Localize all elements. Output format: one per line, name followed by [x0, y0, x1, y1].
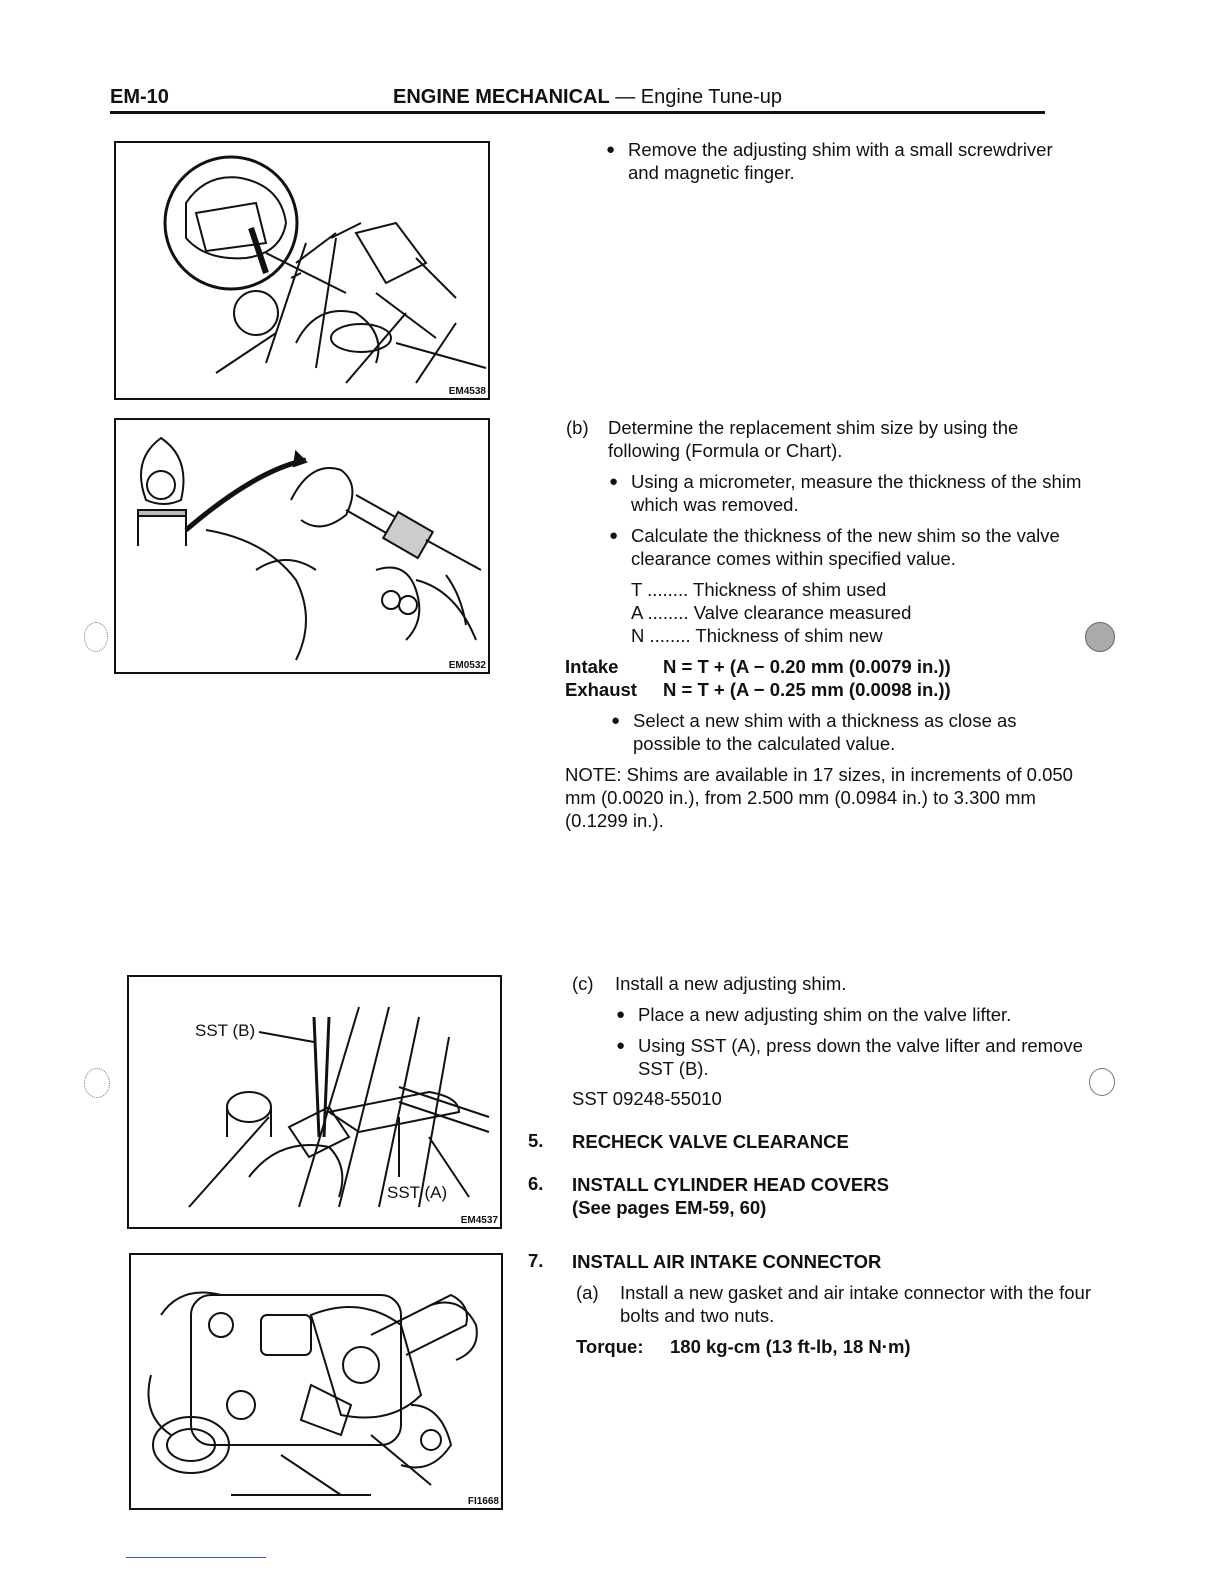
figure-code: FI1668 — [467, 1496, 499, 1507]
punch-hole-mark — [84, 1068, 110, 1098]
page-id: EM-10 — [110, 86, 169, 108]
header-rule — [110, 111, 1045, 114]
remove-shim-instruction: ● Remove the adjusting shim with a small screwdriver and magnetic finger. — [628, 138, 1080, 184]
punch-hole-mark — [1085, 622, 1115, 652]
step-7-number: 7. — [528, 1250, 544, 1271]
footer-rule — [126, 1557, 266, 1558]
header-separator: — — [615, 86, 636, 108]
intake-formula: N = T + (A − 0.20 mm (0.0079 in.)) — [663, 656, 951, 677]
step-c-marker: (c) — [572, 973, 594, 994]
intake-label: Intake — [565, 656, 619, 677]
micrometer-illustration — [116, 420, 488, 672]
exhaust-formula: N = T + (A − 0.25 mm (0.0098 in.)) — [663, 679, 951, 700]
sst-a-label: SST (A) — [387, 1183, 448, 1202]
micrometer-instruction: ● Using a micrometer, measure the thickness of the shim which was removed. — [631, 470, 1083, 516]
sst-part-number: SST 09248-55010 — [572, 1088, 722, 1109]
punch-hole-mark — [1089, 1068, 1115, 1096]
step-b-marker: (b) — [566, 417, 589, 438]
sst-press-instruction: ● Using SST (A), press down the valve lifter and remove SST (B). — [638, 1034, 1090, 1080]
step-7a-marker: (a) — [576, 1282, 599, 1303]
figure-sst — [127, 975, 502, 1229]
figure-code: EM0532 — [448, 660, 486, 671]
step-6-title: INSTALL CYLINDER HEAD COVERS — [572, 1174, 889, 1195]
figure-micrometer — [114, 418, 490, 674]
section-title: ENGINE MECHANICAL — [393, 86, 610, 108]
step-b-text: Determine the replacement shim size by using the following (Formula or Chart). — [608, 417, 1019, 461]
shim-sizes-note: NOTE: Shims are available in 17 sizes, in increments of 0.050 mm (0.0020 in.), from 2.500 mm (0.0984 in.) to 3.300 mm (0.1299 in.). — [565, 764, 1073, 831]
torque-label: Torque: — [576, 1336, 644, 1357]
place-shim-instruction: ● Place a new adjusting shim on the valve lifter. — [638, 1003, 1088, 1026]
step-7a-text: Install a new gasket and air intake connector with the four bolts and two nuts. — [620, 1282, 1091, 1326]
step-7-title: INSTALL AIR INTAKE CONNECTOR — [572, 1251, 882, 1272]
figure-shim-removal — [114, 141, 490, 400]
legend-n: N ........ Thickness of shim new — [631, 625, 883, 646]
shim-removal-illustration — [116, 143, 488, 398]
figure-air-intake-connector — [129, 1253, 503, 1510]
legend-t: T ........ Thickness of shim used — [631, 579, 887, 600]
step-6-number: 6. — [528, 1173, 544, 1194]
subsection-title: Engine Tune-up — [640, 86, 783, 108]
step-5-number: 5. — [528, 1130, 544, 1151]
figure-code: EM4537 — [460, 1215, 498, 1226]
exhaust-label: Exhaust — [565, 679, 637, 700]
select-shim-instruction: ● Select a new shim with a thickness as close as possible to the calculated value. — [633, 709, 1083, 755]
step-5-title: RECHECK VALVE CLEARANCE — [572, 1131, 849, 1152]
sst-b-label: SST (B) — [195, 1021, 256, 1040]
step-6-reference: (See pages EM-59, 60) — [572, 1197, 767, 1218]
air-intake-illustration — [131, 1255, 501, 1508]
step-c-text: Install a new adjusting shim. — [615, 973, 847, 994]
torque-value: 180 kg-cm (13 ft-lb, 18 N·m) — [670, 1336, 911, 1357]
legend-a: A ........ Valve clearance measured — [631, 602, 912, 623]
punch-hole-mark — [84, 622, 108, 652]
figure-code: EM4538 — [448, 386, 486, 397]
page-header-title — [393, 86, 782, 109]
calculate-instruction: ● Calculate the thickness of the new shim so the valve clearance comes within specified value. — [631, 524, 1083, 570]
